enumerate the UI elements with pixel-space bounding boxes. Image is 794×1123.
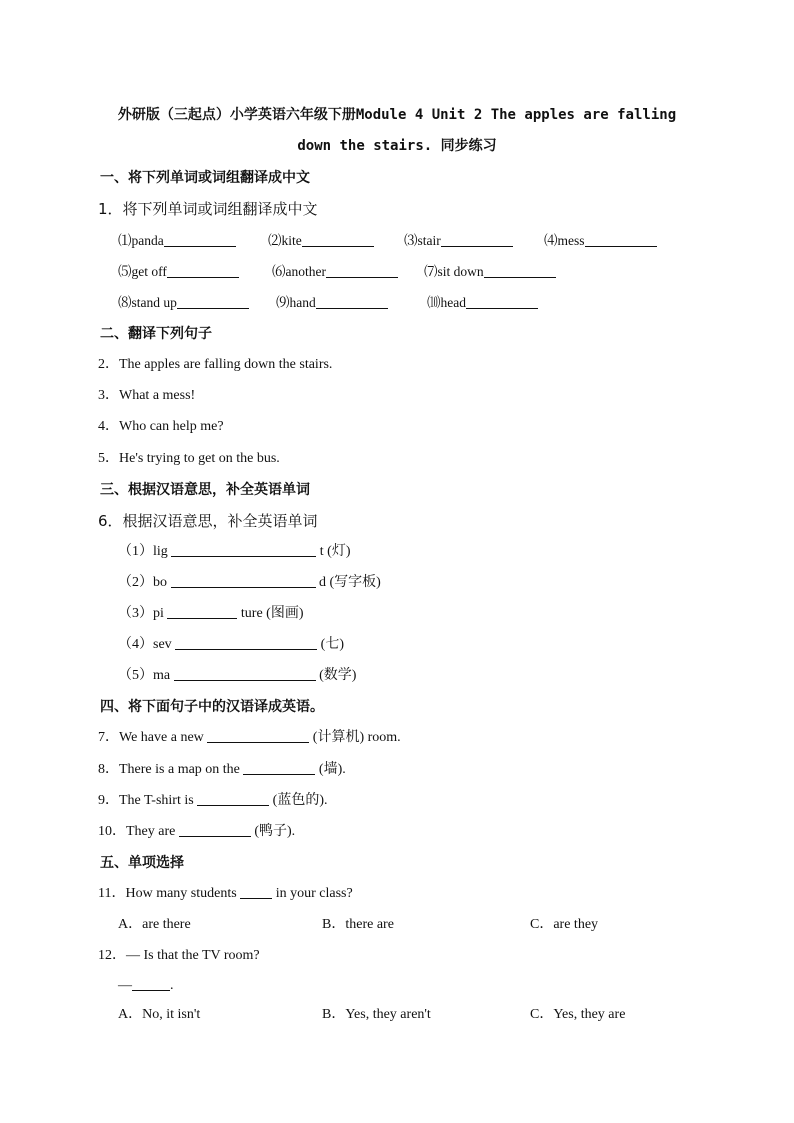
- q1-item-4: ⑷mess: [544, 231, 657, 251]
- answer-blank[interactable]: [466, 294, 538, 309]
- section-5-heading: 五、单项选择: [100, 855, 184, 871]
- answer-blank[interactable]: [302, 232, 374, 247]
- q1-item-8: ⑻stand up: [118, 293, 249, 313]
- answer-blank[interactable]: [326, 263, 398, 278]
- answer-blank[interactable]: [175, 635, 317, 650]
- question-1-stem: 1．将下列单词或词组翻译成中文: [98, 200, 318, 218]
- answer-blank[interactable]: [171, 573, 316, 588]
- question-12-stem: 12．— Is that the TV room?: [98, 948, 260, 963]
- question-9: 9．The T-shirt is (蓝色的).: [98, 793, 328, 808]
- section-1-heading: 一、将下列单词或词组翻译成中文: [100, 170, 310, 186]
- q1-item-9: ⑼hand: [276, 293, 388, 313]
- section-3-heading: 三、根据汉语意思，补全英语单词: [100, 482, 310, 498]
- answer-blank[interactable]: [197, 791, 269, 806]
- q6-item-5: （5）ma (数学): [118, 668, 357, 683]
- answer-blank[interactable]: [164, 232, 236, 247]
- answer-blank[interactable]: [171, 542, 316, 557]
- answer-blank[interactable]: [484, 263, 556, 278]
- answer-blank[interactable]: [243, 760, 315, 775]
- answer-blank[interactable]: [167, 604, 237, 619]
- question-4: 4．Who can help me?: [98, 419, 224, 434]
- q6-item-1: （1）lig t (灯): [118, 544, 351, 559]
- question-7: 7．We have a new (计算机) room.: [98, 730, 401, 745]
- section-2-heading: 二、翻译下列句子: [100, 326, 212, 342]
- title-line-2: down the stairs. 同步练习: [297, 138, 497, 154]
- answer-blank[interactable]: [174, 666, 316, 681]
- answer-blank[interactable]: [441, 232, 513, 247]
- q12-option-a[interactable]: A．No, it isn't: [118, 1007, 201, 1022]
- question-5: 5．He's trying to get on the bus.: [98, 451, 280, 466]
- q1-item-2: ⑵kite: [268, 231, 374, 251]
- question-10: 10．They are (鸭子).: [98, 824, 296, 839]
- title-line-1: 外研版（三起点）小学英语六年级下册Module 4 Unit 2 The apples are falling: [117, 107, 677, 123]
- q12-option-b[interactable]: B．Yes, they aren't: [322, 1007, 431, 1022]
- answer-blank[interactable]: [585, 232, 657, 247]
- q12-option-c[interactable]: C．Yes, they are: [530, 1007, 626, 1022]
- q1-item-1: ⑴panda: [118, 231, 236, 251]
- answer-blank[interactable]: [167, 263, 239, 278]
- q6-item-4: （4）sev (七): [118, 637, 344, 652]
- question-2: 2．The apples are falling down the stairs.: [98, 357, 333, 372]
- answer-blank[interactable]: [132, 976, 170, 991]
- q11-option-b[interactable]: B．there are: [322, 917, 394, 932]
- question-11: 11．How many students in your class?: [98, 886, 353, 901]
- question-6-stem: 6．根据汉语意思，补全英语单词: [98, 512, 318, 530]
- q11-option-a[interactable]: A．are there: [118, 917, 191, 932]
- q6-item-3: （3）pi ture (图画): [118, 606, 304, 621]
- q6-item-2: （2）bo d (写字板): [118, 575, 381, 590]
- answer-blank[interactable]: [207, 728, 309, 743]
- document-title: [40, 100, 754, 162]
- q1-item-3: ⑶stair: [404, 231, 513, 251]
- q1-item-6: ⑹another: [272, 262, 398, 282]
- q12-answer-line: — .: [118, 978, 174, 993]
- q1-item-10: ⑽head: [427, 293, 538, 313]
- q1-item-5: ⑸get off: [118, 262, 239, 282]
- answer-blank[interactable]: [177, 294, 249, 309]
- answer-blank[interactable]: [240, 884, 272, 899]
- answer-blank[interactable]: [316, 294, 388, 309]
- answer-blank[interactable]: [179, 822, 251, 837]
- question-3: 3．What a mess!: [98, 388, 196, 403]
- q11-option-c[interactable]: C．are they: [530, 917, 599, 932]
- question-8: 8．There is a map on the (墙).: [98, 762, 346, 777]
- q1-item-7: ⑺sit down: [424, 262, 556, 282]
- section-4-heading: 四、将下面句子中的汉语译成英语。: [100, 699, 324, 715]
